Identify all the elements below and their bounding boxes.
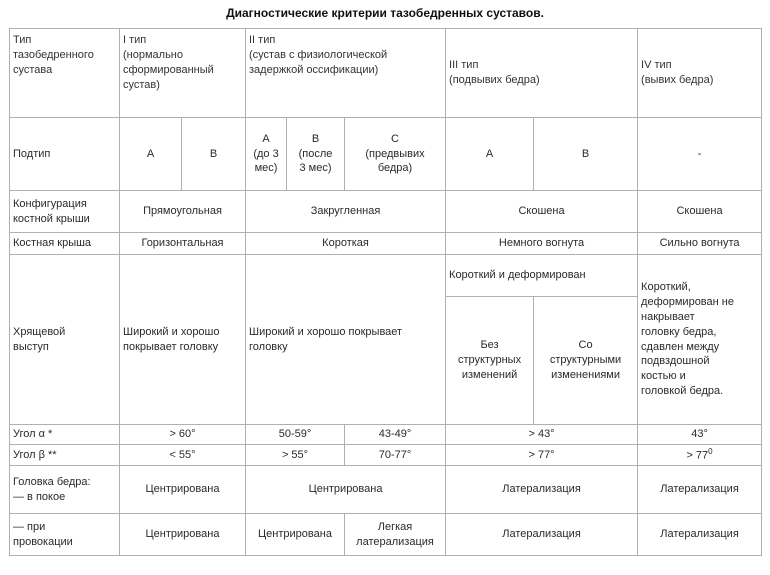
head-prov-t2c bbox=[345, 514, 446, 556]
roof-label: Костная крыша bbox=[10, 233, 120, 255]
cartilage-label bbox=[10, 255, 120, 425]
cell-line: головку bbox=[249, 340, 288, 353]
header-type-1 bbox=[120, 29, 246, 118]
cartilage-t3b bbox=[534, 297, 638, 425]
cell-line: сдавлен между bbox=[641, 340, 720, 353]
cell-line: изменениями bbox=[551, 368, 621, 381]
roof-config-t3: Скошена bbox=[446, 191, 638, 233]
roof-t2: Короткая bbox=[246, 233, 446, 255]
cell-line: костной крыши bbox=[13, 212, 90, 225]
cell-line: латерализация bbox=[356, 535, 434, 548]
cell-line: — при bbox=[13, 520, 46, 533]
cartilage-t4 bbox=[638, 255, 762, 425]
header-line: (нормально bbox=[123, 48, 183, 61]
roof-t3: Немного вогнута bbox=[446, 233, 638, 255]
header-type-4 bbox=[638, 29, 762, 118]
alpha-t1: > 60° bbox=[120, 425, 246, 445]
beta-t4 bbox=[638, 445, 762, 466]
cell-line: подвздошной bbox=[641, 355, 710, 368]
cartilage-t3-top: Короткий и деформирован bbox=[446, 255, 638, 297]
cell-line: 3 мес) bbox=[299, 162, 332, 175]
roof-t1: Горизонтальная bbox=[120, 233, 246, 255]
header-line: III тип bbox=[449, 59, 479, 72]
subtype-3b: B bbox=[534, 118, 638, 191]
header-line: (вывих бедра) bbox=[641, 74, 714, 86]
alpha-t4: 43° bbox=[638, 425, 762, 445]
head-prov-label bbox=[10, 514, 120, 556]
cell-line: провокации bbox=[13, 535, 73, 548]
subtype-4: - bbox=[638, 118, 762, 191]
cell-line: Со bbox=[578, 339, 593, 352]
beta-t4-value: > 77 bbox=[686, 449, 709, 462]
beta-t1: < 55° bbox=[120, 445, 246, 466]
head-prov-t1: Центрирована bbox=[120, 514, 246, 556]
header-line: задержкой оссификации) bbox=[249, 63, 379, 76]
cell-line: головкой бедра. bbox=[641, 385, 724, 398]
roof-config-t1: Прямоугольная bbox=[120, 191, 246, 233]
subtype-1b: B bbox=[182, 118, 246, 191]
cell-line: покрывает головку bbox=[123, 340, 219, 353]
cell-line: Головка бедра: bbox=[13, 475, 91, 488]
beta-t4-sup: 0 bbox=[708, 446, 713, 456]
beta-t2ab: > 55° bbox=[246, 445, 345, 466]
cell-line: Короткий, bbox=[641, 281, 691, 294]
head-prov-row bbox=[10, 514, 762, 556]
head-rest-label bbox=[10, 466, 120, 514]
cell-line: Конфигурация bbox=[13, 197, 87, 210]
header-hip-type bbox=[10, 29, 120, 118]
roof-t4: Сильно вогнута bbox=[638, 233, 762, 255]
subtype-2a bbox=[246, 118, 287, 191]
page-title: Диагностические критерии тазобедренных суставов. bbox=[226, 6, 544, 20]
header-line: сустава bbox=[13, 63, 53, 76]
cell-line: головку бедра, bbox=[641, 325, 717, 338]
cell-line: Широкий и хорошо bbox=[123, 325, 220, 338]
head-rest-t3: Латерализация bbox=[446, 466, 638, 514]
header-line: Тип bbox=[13, 34, 32, 46]
subtype-2c bbox=[345, 118, 446, 191]
head-prov-t3: Латерализация bbox=[446, 514, 638, 556]
cell-line: (до 3 bbox=[253, 147, 279, 160]
alpha-label: Угол α * bbox=[10, 425, 120, 445]
cell-line: (после bbox=[298, 147, 333, 160]
header-line: сустав) bbox=[123, 78, 160, 91]
roof-config-t2: Закругленная bbox=[246, 191, 446, 233]
cell-line: мес) bbox=[254, 162, 278, 175]
cell-line: Без bbox=[480, 339, 499, 352]
header-row bbox=[10, 29, 762, 118]
beta-t3: > 77° bbox=[446, 445, 638, 466]
cell-line: Хрящевой bbox=[13, 325, 66, 338]
criteria-table bbox=[9, 28, 762, 556]
alpha-t2c: 43-49° bbox=[345, 425, 446, 445]
subtype-label: Подтип bbox=[10, 118, 120, 191]
beta-label: Угол β ** bbox=[10, 445, 120, 466]
subtype-2b bbox=[287, 118, 345, 191]
subtype-3a: A bbox=[446, 118, 534, 191]
head-rest-row bbox=[10, 466, 762, 514]
cell-line: накрывает bbox=[641, 310, 695, 323]
roof-config-row bbox=[10, 191, 762, 233]
cell-line: C bbox=[391, 132, 399, 145]
roof-config-label bbox=[10, 191, 120, 233]
header-line: IV тип bbox=[641, 59, 672, 72]
header-line: сформированный bbox=[123, 63, 214, 76]
header-line: тазобедренного bbox=[13, 48, 94, 61]
cell-line: изменений bbox=[461, 368, 518, 381]
header-line: (подвывих бедра) bbox=[449, 74, 540, 86]
cell-line: костью и bbox=[641, 370, 686, 383]
cell-line: структурными bbox=[549, 354, 622, 367]
cell-line: B bbox=[311, 132, 320, 145]
head-rest-t2: Центрирована bbox=[246, 466, 446, 514]
beta-t2c: 70-77° bbox=[345, 445, 446, 466]
cell-line: бедра) bbox=[377, 162, 413, 175]
cell-line: Легкая bbox=[377, 520, 413, 533]
header-type-3 bbox=[446, 29, 638, 118]
head-prov-t2ab: Центрирована bbox=[246, 514, 345, 556]
cartilage-t3a bbox=[446, 297, 534, 425]
subtype-1a: A bbox=[120, 118, 182, 191]
header-line: II тип bbox=[249, 34, 276, 46]
cartilage-row bbox=[10, 255, 762, 297]
head-rest-t1: Центрирована bbox=[120, 466, 246, 514]
cartilage-t2 bbox=[246, 255, 446, 425]
roof-config-t4: Скошена bbox=[638, 191, 762, 233]
subtype-row bbox=[10, 118, 762, 191]
header-type-2 bbox=[246, 29, 446, 118]
roof-row bbox=[10, 233, 762, 255]
head-rest-t4: Латерализация bbox=[638, 466, 762, 514]
cell-line: Широкий и хорошо покрывает bbox=[249, 325, 403, 338]
beta-row bbox=[10, 445, 762, 466]
alpha-row bbox=[10, 425, 762, 445]
alpha-t3: > 43° bbox=[446, 425, 638, 445]
cell-line: деформирован не bbox=[641, 295, 734, 308]
head-prov-t4: Латерализация bbox=[638, 514, 762, 556]
cell-line: структурных bbox=[457, 354, 522, 367]
cell-line: (предвывих bbox=[365, 147, 425, 160]
alpha-t2ab: 50-59° bbox=[246, 425, 345, 445]
cell-line: — в покое bbox=[13, 490, 66, 503]
header-line: (сустав с физиологической bbox=[249, 48, 388, 61]
cartilage-t1 bbox=[120, 255, 246, 425]
cell-line: выступ bbox=[13, 340, 49, 353]
header-line: I тип bbox=[123, 34, 147, 46]
cell-line: A bbox=[262, 132, 270, 145]
